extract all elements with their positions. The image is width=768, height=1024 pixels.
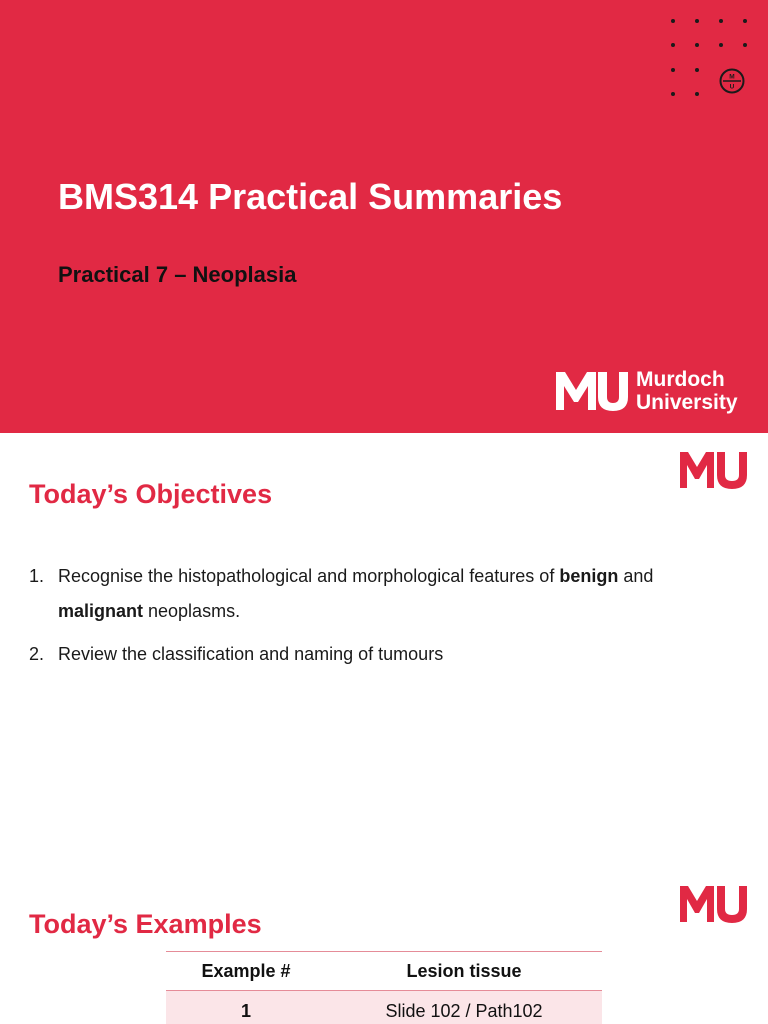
lesion-tissue-cell: Slide 102 / Path102: [326, 991, 602, 1024]
examples-heading: Today’s Examples: [29, 909, 262, 939]
example-number-cell: 1: [166, 991, 326, 1024]
objective-number: 2.: [29, 644, 45, 664]
objective-text-end: neoplasms.: [143, 601, 241, 621]
column-header-example: Example #: [166, 952, 326, 991]
objectives-slide: [0, 433, 768, 865]
examples-slide: [0, 865, 768, 1024]
cover-slide: [0, 0, 768, 433]
objectives-heading: Today’s Objectives: [29, 479, 273, 509]
objective-item: [29, 559, 729, 629]
table-header-row: [166, 952, 602, 991]
logo-line-1: Murdoch: [636, 368, 725, 391]
mu-logo-icon: [680, 451, 750, 489]
column-header-lesion: Lesion tissue: [326, 952, 602, 991]
logo-line-2: University: [636, 391, 738, 414]
objective-benign-term: benign: [559, 566, 619, 586]
svg-text:M: M: [729, 73, 735, 81]
presentation-subtitle: Practical 7 – Neoplasia: [58, 262, 297, 287]
mu-logo-icon: [680, 885, 750, 923]
objective-number: 1.: [29, 566, 45, 586]
mu-seal-icon: [719, 68, 745, 94]
objective-malignant-term: malignant: [58, 601, 144, 621]
objectives-list: [29, 559, 729, 680]
objective-text-start: Recognise the histopathological and morphological features of: [58, 566, 560, 586]
svg-text:U: U: [729, 83, 735, 91]
objective-text: Review the classification and naming of tumours: [58, 644, 444, 664]
examples-table: [166, 951, 602, 1024]
table-row: [166, 991, 602, 1024]
objective-text-middle: and: [618, 566, 654, 586]
logo-wordmark: [636, 368, 738, 414]
objective-item: [29, 637, 729, 672]
presentation-title: BMS314 Practical Summaries: [58, 176, 563, 217]
